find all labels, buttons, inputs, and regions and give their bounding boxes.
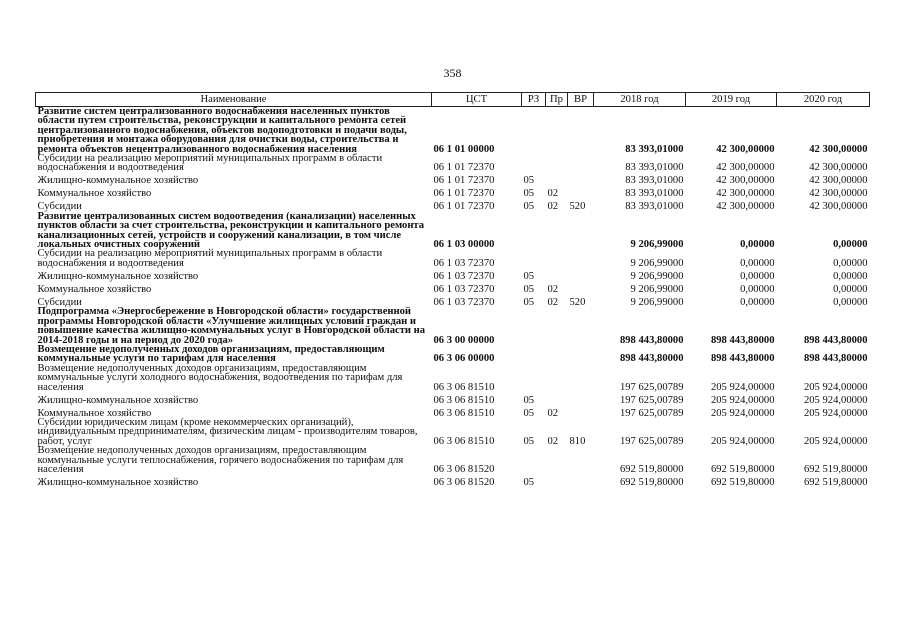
row-rz: 05 xyxy=(523,270,535,282)
row-2019: 205 924,00000 xyxy=(710,435,775,447)
row-rz: 05 xyxy=(523,476,535,488)
row-cst: 06 1 03 72370 xyxy=(433,296,495,308)
row-name: Развитие централизованных систем водоотведения (канализации) населенных пунктов области за счет строительства, реконструкции и капитального ремонта канализационных сетей, устройств и сооружений канализации, в том числе локальных очистных сооружений xyxy=(37,210,425,251)
row-vr xyxy=(568,405,594,418)
table-body xyxy=(36,107,870,488)
row-pr: 02 xyxy=(547,435,559,447)
row-2018: 83 393,01000 xyxy=(625,143,684,155)
row-2018: 692 519,80000 xyxy=(619,463,684,475)
row-pr xyxy=(546,446,568,474)
row-cst: 06 1 03 00000 xyxy=(433,239,495,251)
table-row xyxy=(36,345,870,364)
row-2019: 0,00000 xyxy=(740,296,775,308)
row-cst: 06 1 01 72370 xyxy=(433,162,495,174)
row-pr xyxy=(546,364,568,392)
row-2020: 42 300,00000 xyxy=(809,201,868,213)
row-pr xyxy=(546,154,568,173)
row-name: Жилищно-коммунальное хозяйство xyxy=(37,175,199,187)
row-rz: 05 xyxy=(523,188,535,200)
row-2018: 898 443,80000 xyxy=(619,334,684,346)
row-2018: 197 625,00789 xyxy=(619,407,684,419)
table-row xyxy=(36,268,870,281)
row-pr xyxy=(546,268,568,281)
row-2020: 205 924,00000 xyxy=(803,435,868,447)
row-2018: 197 625,00789 xyxy=(619,394,684,406)
row-name: Жилищно-коммунальное хозяйство xyxy=(37,394,199,406)
row-name: Подпрограмма «Энергосбережение в Новгородской области» государственной программы Новгородской области «Улучшение жилищных условий граждан и повышение качества жилищно-коммунальных услуг в Новгородской области на 2014-2018 годы и на период до 2020 года» xyxy=(37,306,426,346)
row-2020: 898 443,80000 xyxy=(803,334,868,346)
row-2018: 898 443,80000 xyxy=(619,353,684,365)
table-row xyxy=(36,474,870,487)
row-2018: 83 393,01000 xyxy=(625,201,684,213)
row-vr: 810 xyxy=(569,435,586,447)
row-2018: 692 519,80000 xyxy=(619,476,684,488)
row-cst: 06 3 06 81520 xyxy=(433,476,495,488)
row-vr xyxy=(568,307,594,345)
row-pr: 02 xyxy=(547,201,559,213)
row-cst: 06 3 06 81510 xyxy=(433,407,495,419)
row-vr xyxy=(568,212,594,250)
row-rz: 05 xyxy=(523,296,535,308)
table-header-row xyxy=(36,93,870,107)
row-pr: 02 xyxy=(547,296,559,308)
row-2019: 205 924,00000 xyxy=(710,407,775,419)
row-vr xyxy=(568,345,594,364)
row-2020: 0,00000 xyxy=(833,296,868,308)
table-row xyxy=(36,418,870,446)
row-2020: 0,00000 xyxy=(833,239,868,251)
row-2019: 42 300,00000 xyxy=(716,201,775,213)
table-row xyxy=(36,307,870,345)
row-pr xyxy=(546,474,568,487)
row-rz xyxy=(522,446,546,474)
table-row xyxy=(36,364,870,392)
header-rz: РЗ xyxy=(522,93,546,107)
page-number: 358 xyxy=(443,66,462,80)
row-pr: 02 xyxy=(547,407,559,419)
row-vr xyxy=(568,446,594,474)
row-name: Развитие систем централизованного водоснабжения населенных пунктов области путем строительства, реконструкции и капитального ремонта сетей централизованного водоснабжения, объектов водоподготовки и подачи воды, приобретения и монтажа оборудования для очистки воды, строительства и ремонта объектов нецентрализованного водоснабжения населения xyxy=(37,106,407,155)
row-2018: 9 206,99000 xyxy=(630,239,684,251)
table-row xyxy=(36,405,870,418)
row-2020: 692 519,80000 xyxy=(803,463,868,475)
row-vr xyxy=(568,186,594,199)
row-2018: 9 206,99000 xyxy=(630,270,684,282)
table-row xyxy=(36,199,870,212)
row-rz xyxy=(522,249,546,268)
row-2018: 9 206,99000 xyxy=(630,283,684,295)
row-2019: 898 443,80000 xyxy=(710,353,775,365)
row-name: Возмещение недополученных доходов организациям, предоставляющим коммунальные услуги по тарифам для населения xyxy=(37,343,385,365)
row-2020: 205 924,00000 xyxy=(803,407,868,419)
row-vr: 520 xyxy=(569,296,586,308)
row-rz xyxy=(522,212,546,250)
table-row xyxy=(36,281,870,294)
row-2020: 42 300,00000 xyxy=(809,188,868,200)
row-2019: 42 300,00000 xyxy=(716,143,775,155)
row-cst: 06 1 01 72370 xyxy=(433,201,495,213)
row-rz: 05 xyxy=(523,201,535,213)
header-vr: ВР xyxy=(568,93,594,107)
row-name: Субсидии на реализацию мероприятий муниципальных программ в области водоснабжения и водоотведения xyxy=(37,153,383,174)
row-pr xyxy=(546,249,568,268)
row-pr xyxy=(546,212,568,250)
row-vr xyxy=(568,173,594,186)
row-name: Субсидии xyxy=(37,201,82,213)
header-name: Наименование xyxy=(36,93,432,107)
row-name: Жилищно-коммунальное хозяйство xyxy=(37,270,199,282)
header-cst: ЦСТ xyxy=(432,93,522,107)
table-row xyxy=(36,392,870,405)
row-name: Возмещение недополученных доходов организациям, предоставляющим коммунальные услуги теплоснабжения, горячего водоснабжения по тарифам для населения xyxy=(37,445,404,475)
row-rz xyxy=(522,364,546,392)
row-pr xyxy=(546,392,568,405)
row-name: Субсидии на реализацию мероприятий муниципальных программ в области водоснабжения и водоотведения xyxy=(37,248,383,269)
row-rz: 05 xyxy=(523,407,535,419)
row-2018: 9 206,99000 xyxy=(630,257,684,269)
row-vr xyxy=(568,392,594,405)
row-cst: 06 1 01 72370 xyxy=(433,188,495,200)
row-name: Возмещение недополученных доходов организациям, предоставляющим коммунальные услуги холодного водоснабжения, водоотведения по тарифам для населения xyxy=(37,362,403,393)
row-name: Жилищно-коммунальное хозяйство xyxy=(37,476,199,488)
row-2019: 0,00000 xyxy=(740,257,775,269)
row-2019: 0,00000 xyxy=(740,283,775,295)
row-vr xyxy=(568,249,594,268)
row-vr xyxy=(568,364,594,392)
table-row xyxy=(36,186,870,199)
row-cst: 06 1 03 72370 xyxy=(433,283,495,295)
row-name: Коммунальное хозяйство xyxy=(37,283,152,295)
row-2019: 42 300,00000 xyxy=(716,162,775,174)
row-2020: 898 443,80000 xyxy=(803,353,868,365)
row-rz xyxy=(522,154,546,173)
row-name: Коммунальное хозяйство xyxy=(37,188,152,200)
row-pr xyxy=(546,345,568,364)
row-2020: 205 924,00000 xyxy=(803,381,868,393)
row-cst: 06 3 06 81520 xyxy=(433,463,495,475)
row-cst: 06 1 03 72370 xyxy=(433,257,495,269)
row-2019: 205 924,00000 xyxy=(710,381,775,393)
row-vr xyxy=(568,281,594,294)
row-rz xyxy=(522,345,546,364)
row-pr xyxy=(546,173,568,186)
row-rz: 05 xyxy=(523,394,535,406)
row-2020: 0,00000 xyxy=(833,283,868,295)
row-2020: 205 924,00000 xyxy=(803,394,868,406)
row-pr: 02 xyxy=(547,188,559,200)
row-2018: 9 206,99000 xyxy=(630,296,684,308)
row-2019: 42 300,00000 xyxy=(716,175,775,187)
row-name: Субсидии юридическим лицам (кроме некоммерческих организаций), индивидуальным предпринимателям, физическим лицам - производителям товаров, работ, услуг xyxy=(37,416,418,447)
header-2019: 2019 год xyxy=(686,93,777,107)
row-2019: 42 300,00000 xyxy=(716,188,775,200)
table-row xyxy=(36,212,870,250)
row-cst: 06 1 01 72370 xyxy=(433,175,495,187)
row-rz: 05 xyxy=(523,175,535,187)
table-row xyxy=(36,173,870,186)
row-vr xyxy=(568,474,594,487)
row-2020: 42 300,00000 xyxy=(809,162,868,174)
row-cst: 06 1 01 00000 xyxy=(433,143,495,155)
row-2019: 898 443,80000 xyxy=(710,334,775,346)
row-2018: 197 625,00789 xyxy=(619,381,684,393)
row-rz: 05 xyxy=(523,435,535,447)
row-cst: 06 3 06 81510 xyxy=(433,381,495,393)
row-cst: 06 3 06 81510 xyxy=(433,394,495,406)
row-cst: 06 3 06 81510 xyxy=(433,435,495,447)
row-vr: 520 xyxy=(569,201,586,213)
row-cst: 06 3 00 00000 xyxy=(433,334,495,346)
row-2019: 692 519,80000 xyxy=(710,463,775,475)
row-pr xyxy=(546,107,568,155)
row-2019: 0,00000 xyxy=(740,239,775,251)
row-2020: 42 300,00000 xyxy=(809,175,868,187)
table-row xyxy=(36,154,870,173)
row-2018: 83 393,01000 xyxy=(625,188,684,200)
row-vr xyxy=(568,154,594,173)
row-2019: 692 519,80000 xyxy=(710,476,775,488)
row-pr xyxy=(546,307,568,345)
row-cst: 06 3 06 00000 xyxy=(433,353,495,365)
budget-table xyxy=(35,92,870,487)
row-2019: 205 924,00000 xyxy=(710,394,775,406)
row-vr xyxy=(568,268,594,281)
header-2018: 2018 год xyxy=(594,93,686,107)
row-2020: 42 300,00000 xyxy=(809,143,868,155)
row-name: Коммунальное хозяйство xyxy=(37,407,152,419)
row-2020: 692 519,80000 xyxy=(803,476,868,488)
header-2020: 2020 год xyxy=(777,93,870,107)
row-rz: 05 xyxy=(523,283,535,295)
row-cst: 06 1 03 72370 xyxy=(433,270,495,282)
table-row xyxy=(36,249,870,268)
row-rz xyxy=(522,107,546,155)
row-2018: 83 393,01000 xyxy=(625,162,684,174)
table-row xyxy=(36,107,870,155)
row-2019: 0,00000 xyxy=(740,270,775,282)
row-name: Субсидии xyxy=(37,296,82,308)
row-vr xyxy=(568,107,594,155)
row-2020: 0,00000 xyxy=(833,270,868,282)
row-2018: 83 393,01000 xyxy=(625,175,684,187)
row-2018: 197 625,00789 xyxy=(619,435,684,447)
header-pr: Пр xyxy=(546,93,568,107)
row-pr: 02 xyxy=(547,283,559,295)
row-rz xyxy=(522,307,546,345)
row-2020: 0,00000 xyxy=(833,257,868,269)
table-row xyxy=(36,446,870,474)
